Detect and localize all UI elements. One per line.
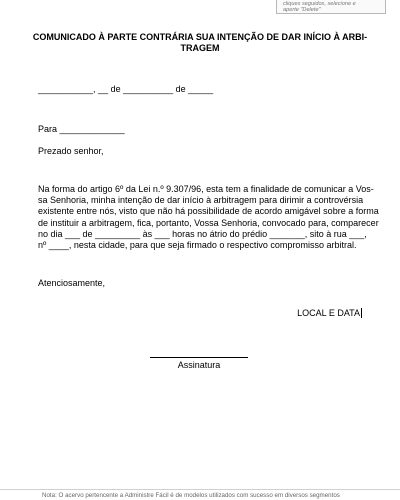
document-title-line-1: COMUNICADO À PARTE CONTRÁRIA SUA INTENÇÃO DE DAR INÍCIO À ARBI- (32, 32, 368, 42)
instruction-note-line-2: aperte "Delete" (283, 7, 321, 13)
body-line: sa Senhoria, minha intenção de dar início à arbitragem para dirimir a controvérsia (38, 195, 364, 206)
local-date-text: LOCAL E DATA (297, 308, 360, 318)
body-line: de instituir a arbitragem, fica, portanto, Vossa Senhoria, convocado para, comparecer (38, 217, 379, 228)
text-cursor (361, 308, 362, 318)
document-title (30, 32, 370, 54)
signature-label: Assinatura (177, 360, 221, 370)
body-paragraph[interactable] (38, 184, 379, 251)
recipient-line[interactable]: Para _____________ (38, 124, 125, 134)
salutation: Prezado senhor, (38, 146, 104, 156)
footer-note (42, 492, 340, 500)
body-line: no dia ___ de _________ às ___ horas no átrio do prédio _______, sito à rua ___, (38, 228, 367, 239)
signature-line (150, 357, 248, 358)
instruction-note-box (276, 0, 386, 14)
date-line[interactable]: ___________, __ de __________ de _____ (38, 84, 214, 94)
local-date-field[interactable] (297, 308, 362, 319)
body-line: nº ____, nesta cidade, para que seja firmado o respectivo compromisso arbitral. (38, 240, 357, 251)
body-line: existente entre nós, visto que não há possibilidade de acordo amigável sobre a forma (38, 206, 379, 217)
closing: Atenciosamente, (38, 278, 106, 288)
footer-note-label: Nota: (42, 492, 57, 499)
document-title-line-2: TRAGEM (180, 43, 220, 53)
footer-divider (0, 489, 400, 490)
body-line: Na forma do artigo 6º da Lei n.º 9.307/96, esta tem a finalidade de comunicar a Vos- (38, 184, 374, 194)
instruction-note-line-1: cliques seguidos, selecione e (283, 1, 356, 7)
footer-note-text: O acervo pertencente a Administre Fácil é de modelos utilizados com sucesso em diversos segmentos (58, 492, 340, 499)
